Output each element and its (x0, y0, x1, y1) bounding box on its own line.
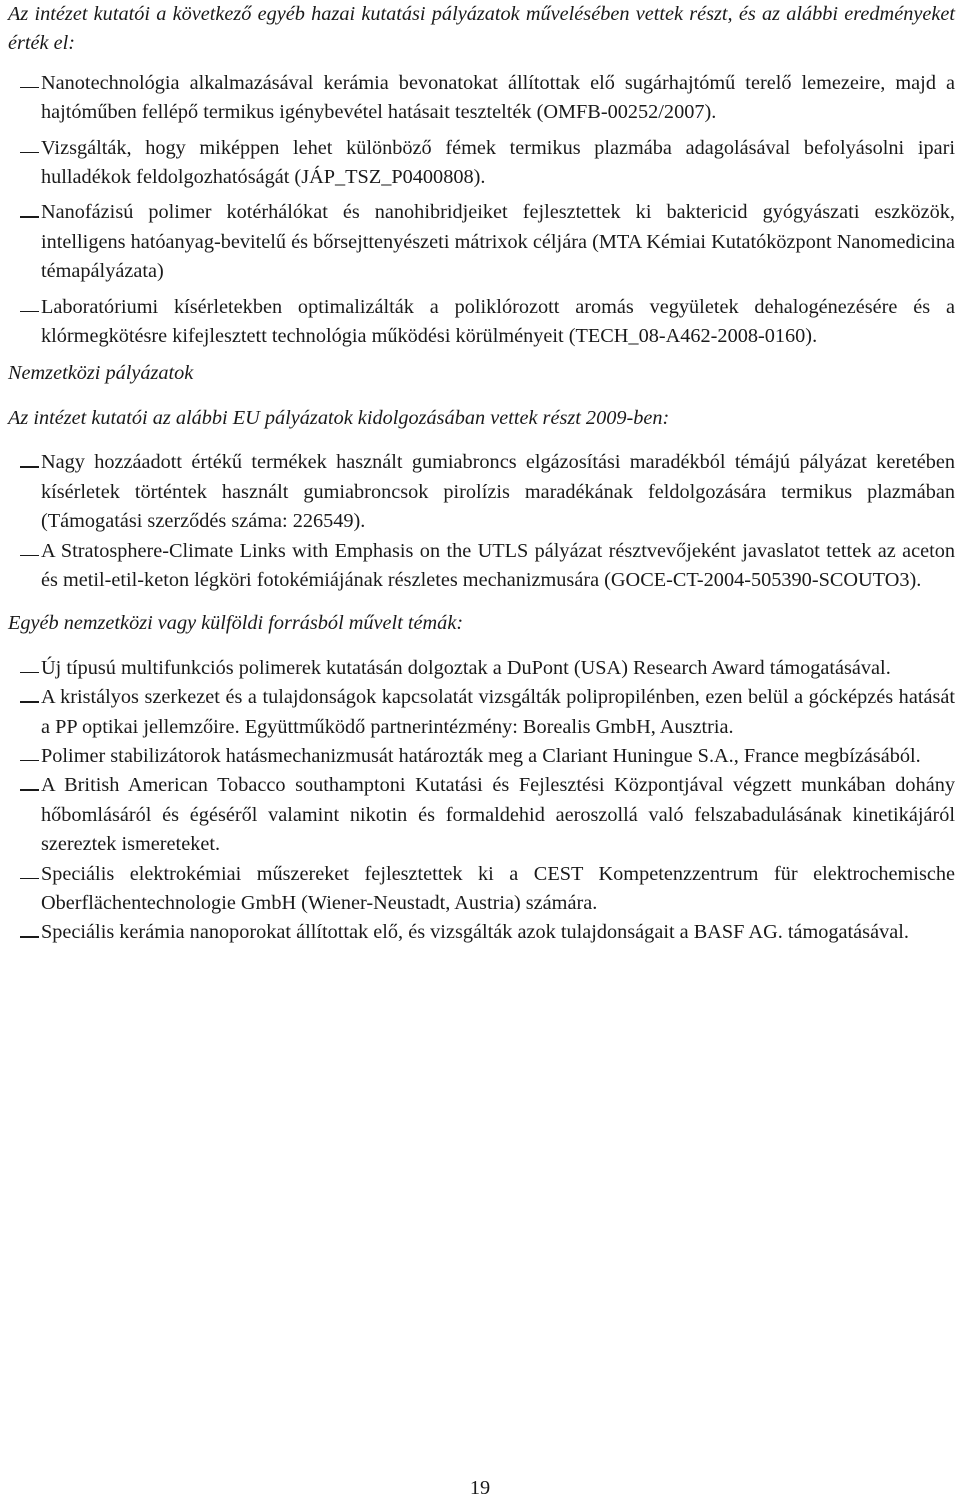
eu-intro-heading: Az intézet kutatói az alábbi EU pályázatok kidolgozásában vettek részt 2009-ben: (8, 406, 670, 429)
list-item-text: Speciális elektrokémiai műszereket fejlesztettek ki a CEST Kompetenzzentrum für elektrochemische Oberflächentechnologie GmbH (Wiener-Neustadt, Austria) számára. (41, 862, 955, 914)
list-item-text: A Stratosphere-Climate Links with Emphasis on the UTLS pályázat résztvevőjeként javaslatot tettek az aceton és metil-etil-keton légköri fotokémiájának részletes mechanizmusára (GOCE-CT-2004-505390-SCOUTO3). (41, 539, 955, 591)
list-item (8, 69, 955, 128)
domestic-project-list (8, 69, 955, 352)
list-item-text: Nanofázisú polimer kotérhálókat és nanohibridjeiket fejlesztettek ki baktericid gyógyászati eszközök, intelligens hatóanyag-bevitelű és bőrsejttenyészeti mátrixok céljára (MTA Kémiai Kutatóközpont Nanomedicina témapályázata) (41, 201, 955, 283)
list-item-text: A kristályos szerkezet és a tulajdonságok kapcsolatát vizsgálták polipropilénben, ezen belül a gócképzés hatását a PP optikai jellemzőire. Együttműködő partnerintézmény: Borealis GmbH, Ausztria. (41, 686, 955, 738)
foreign-project-list (8, 654, 955, 948)
document-page (8, 0, 955, 948)
eu-project-list (8, 448, 955, 595)
list-item (8, 742, 955, 771)
list-item (8, 771, 955, 859)
list-item-text: Nagy hozzáadott értékű termékek használt gumiabroncs elgázosítási maradékból témájú pályázat keretében kísérletek történtek használt gumiabroncsok pirolízis maradékának feldolgozására termikus plazmában (Támogatási szerződés száma: 226549). (41, 451, 955, 533)
list-item-text: Nanotechnológia alkalmazásával kerámia bevonatokat állítottak elő sugárhajtómű terelő lemezeire, majd a hajtóműben fellépő termikus igénybevétel hatásait tesztelték (OMFB-00252/2007). (41, 71, 955, 124)
list-item-text: A British American Tobacco southamptoni Kutatási és Fejlesztési Központjával végzett munkában dohány hőbomlásáról és égéséről valamint nikotin és formaldehid aeroszollá való felszabadulásának kinetikájáról szereztek ismereteket. (41, 774, 955, 856)
foreign-intro-heading: Egyéb nemzetközi vagy külföldi forrásból művelt témák: (8, 612, 464, 635)
list-item (8, 654, 955, 683)
list-item (8, 448, 955, 536)
list-item (8, 134, 955, 193)
list-item (8, 293, 955, 352)
list-item-text: Polimer stabilizátorok hatásmechanizmusát határozták meg a Clariant Huningue S.A., France megbízásából. (41, 744, 921, 767)
list-item (8, 860, 955, 919)
list-item-text: Speciális kerámia nanoporokat állítottak elő, és vizsgálták azok tulajdonságait a BASF AG. támogatásával. (41, 921, 909, 944)
domestic-intro-heading: Az intézet kutatói a következő egyéb hazai kutatási pályázatok művelésében vettek részt, és az alábbi eredményeket érték el: (8, 3, 955, 55)
list-item (8, 198, 955, 286)
international-section-heading: Nemzetközi pályázatok (8, 362, 194, 385)
list-item-text: Laboratóriumi kísérletekben optimalizálták a poliklórozott aromás vegyületek dehalogénezésére és a klórmegkötésre kifejlesztett technológia működési körülményeit (TECH_08-A462-2008-0160). (41, 295, 955, 348)
list-item (8, 683, 955, 742)
list-item-text: Vizsgálták, hogy miképpen lehet különböző fémek termikus plazmába adagolásával befolyásolni ipari hulladékok feldolgozhatóságát (JÁP_TSZ_P0400808). (41, 136, 955, 189)
list-item (8, 918, 955, 947)
list-item-text: Új típusú multifunkciós polimerek kutatásán dolgoztak a DuPont (USA) Research Award támogatásával. (41, 656, 891, 679)
list-item (8, 537, 955, 596)
page-number: 19 (469, 1477, 491, 1499)
